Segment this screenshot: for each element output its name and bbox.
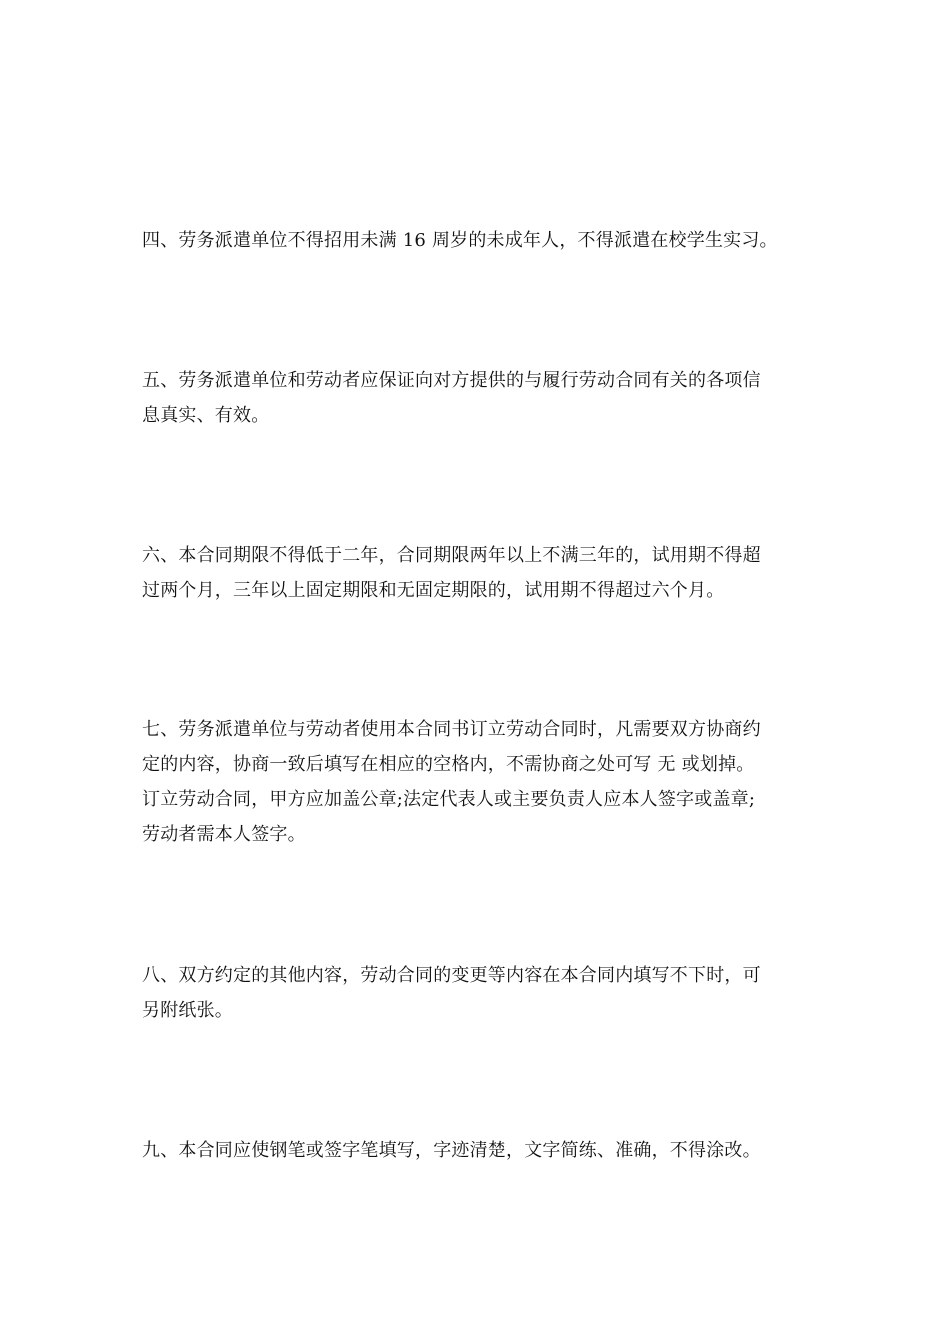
clause-9-line-1: 九、本合同应使钢笔或签字笔填写，字迹清楚，文字简练、准确，不得涂改。: [142, 1140, 761, 1161]
clause-8-line-1: 八、双方约定的其他内容，劳动合同的变更等内容在本合同内填写不下时，可: [142, 965, 761, 986]
clause-6: [142, 538, 802, 608]
clause-5: [142, 363, 802, 433]
clause-5-line-2: 息真实、有效。: [142, 405, 270, 426]
clause-7-line-4: 劳动者需本人签字。: [142, 824, 306, 845]
clause-5-line-1: 五、劳务派遣单位和劳动者应保证向对方提供的与履行劳动合同有关的各项信: [142, 370, 761, 391]
clause-4: [142, 223, 802, 258]
clause-8-line-2: 另附纸张。: [142, 1000, 233, 1021]
clause-7-line-1: 七、劳务派遣单位与劳动者使用本合同书订立劳动合同时，凡需要双方协商约: [142, 719, 761, 740]
clause-6-line-2: 过两个月，三年以上固定期限和无固定期限的，试用期不得超过六个月。: [142, 580, 725, 601]
clause-6-line-1: 六、本合同期限不得低于二年，合同期限两年以上不满三年的，试用期不得超: [142, 545, 761, 566]
clause-7-line-3: 订立劳动合同，甲方应加盖公章;法定代表人或主要负责人应本人签字或盖章;: [142, 789, 756, 810]
clause-4-line-1: 四、劳务派遣单位不得招用未满 16 周岁的未成年人，不得派遣在校学生实习。: [142, 230, 778, 251]
clause-7: [142, 712, 802, 852]
clause-9: [142, 1133, 802, 1168]
clause-8: [142, 958, 802, 1028]
clause-7-line-2: 定的内容，协商一致后填写在相应的空格内，不需协商之处可写 无 或划掉。: [142, 754, 755, 775]
